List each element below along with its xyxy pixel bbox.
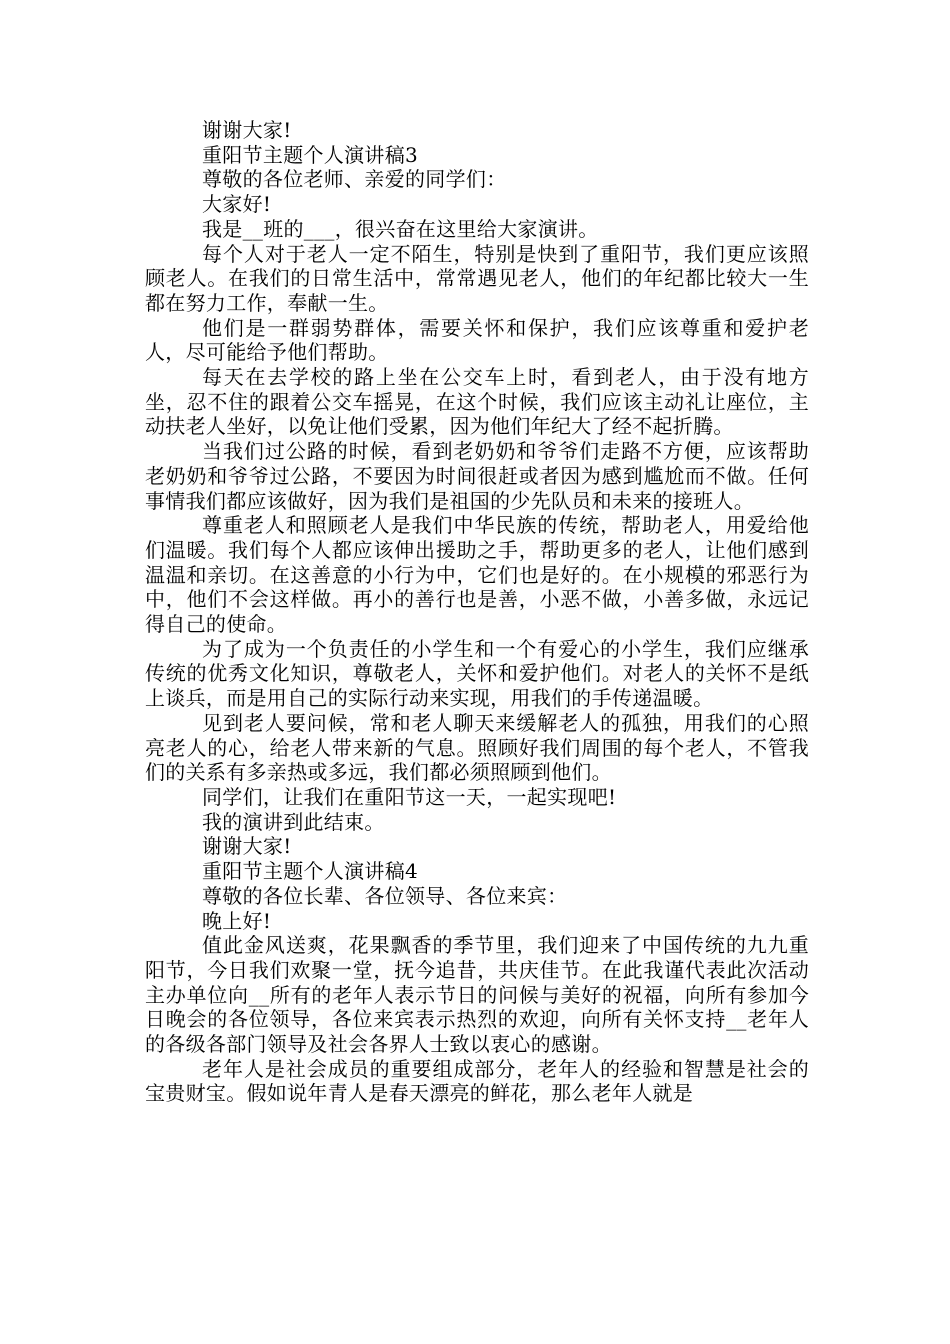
paragraph-salutation: 尊敬的各位长辈、各位领导、各位来宾： <box>202 883 568 908</box>
speech-title-3: 重阳节主题个人演讲稿3 <box>202 142 419 167</box>
paragraph-body: 尊重老人和照顾老人是我们中华民族的传统，帮助老人，用爱给他们温暖。我们每个人都应该伸出援助之手，帮助更多的老人，让他们感到温温和亲切。在这善意的小行为中，它们也是好的。在小规模的邪恶行为中，他们不会这样做。再小的善行也是善，小恶不做，小善多做，永远记得自己的使命。 <box>145 513 809 637</box>
paragraph-body: 当我们过公路的时候，看到老奶奶和爷爷们走路不方便，应该帮助老奶奶和爷爷过公路，不要因为时间很赶或者因为感到尴尬而不做。任何事情我们都应该做好，因为我们是祖国的少先队员和未来的接班人。 <box>145 439 809 513</box>
paragraph-ending: 我的演讲到此结束。 <box>202 809 385 834</box>
paragraph-body: 每天在去学校的路上坐在公交车上时，看到老人，由于没有地方坐，忍不住的跟着公交车摇晃，在这个时候，我们应该主动礼让座位，主动扶老人坐好，以免让他们受累，因为他们年纪大了经不起折腾。 <box>145 365 809 439</box>
document-body <box>145 118 809 1106</box>
paragraph-body: 为了成为一个负责任的小学生和一个有爱心的小学生，我们应继承传统的优秀文化知识，尊敬老人，关怀和爱护他们。对老人的关怀不是纸上谈兵，而是用自己的实际行动来实现，用我们的手传递温暖。 <box>145 636 809 711</box>
paragraph-body: 他们是一群弱势群体，需要关怀和保护，我们应该尊重和爱护老人，尽可能给予他们帮助。 <box>145 315 809 365</box>
speech-title-4: 重阳节主题个人演讲稿4 <box>202 859 419 884</box>
paragraph-body: 每个人对于老人一定不陌生，特别是快到了重阳节，我们更应该照顾老人。在我们的日常生活中，常常遇见老人，他们的年纪都比较大一生都在努力工作，奉献一生。 <box>145 241 809 315</box>
paragraph-closing-thanks: 谢谢大家! <box>202 834 292 859</box>
paragraph-body: 见到老人要问候，常和老人聊天来缓解老人的孤独，用我们的心照亮老人的心，给老人带来新的气息。照顾好我们周围的每个老人，不管我们的关系有多亲热或多远，我们都必须照顾到他们。 <box>145 710 809 785</box>
paragraph-self-intro: 我是__班的___，很兴奋在这里给大家演讲。 <box>202 216 599 241</box>
paragraph-greeting: 大家好! <box>202 192 272 217</box>
paragraph-body: 老年人是社会成员的重要组成部分，老年人的经验和智慧是社会的宝贵财宝。假如说年青人是春天漂亮的鲜花，那么老年人就是 <box>145 1056 809 1106</box>
paragraph-body: 值此金风送爽，花果飘香的季节里，我们迎来了中国传统的九九重阳节，今日我们欢聚一堂，抚今追昔，共庆佳节。在此我谨代表此次活动主办单位向__所有的老年人表示节日的问候与美好的祝福，向所有参加今日晚会的各位领导，各位来宾表示热烈的欢迎，向所有关怀支持__老年人的各级各部门领导及社会各界人士致以衷心的感谢。 <box>145 933 809 1057</box>
paragraph-call-to-action: 同学们，让我们在重阳节这一天，一起实现吧! <box>202 784 617 809</box>
paragraph-closing-thanks: 谢谢大家! <box>202 118 292 142</box>
paragraph-salutation: 尊敬的各位老师、亲爱的同学们： <box>202 167 507 192</box>
paragraph-greeting: 晚上好! <box>202 908 272 933</box>
